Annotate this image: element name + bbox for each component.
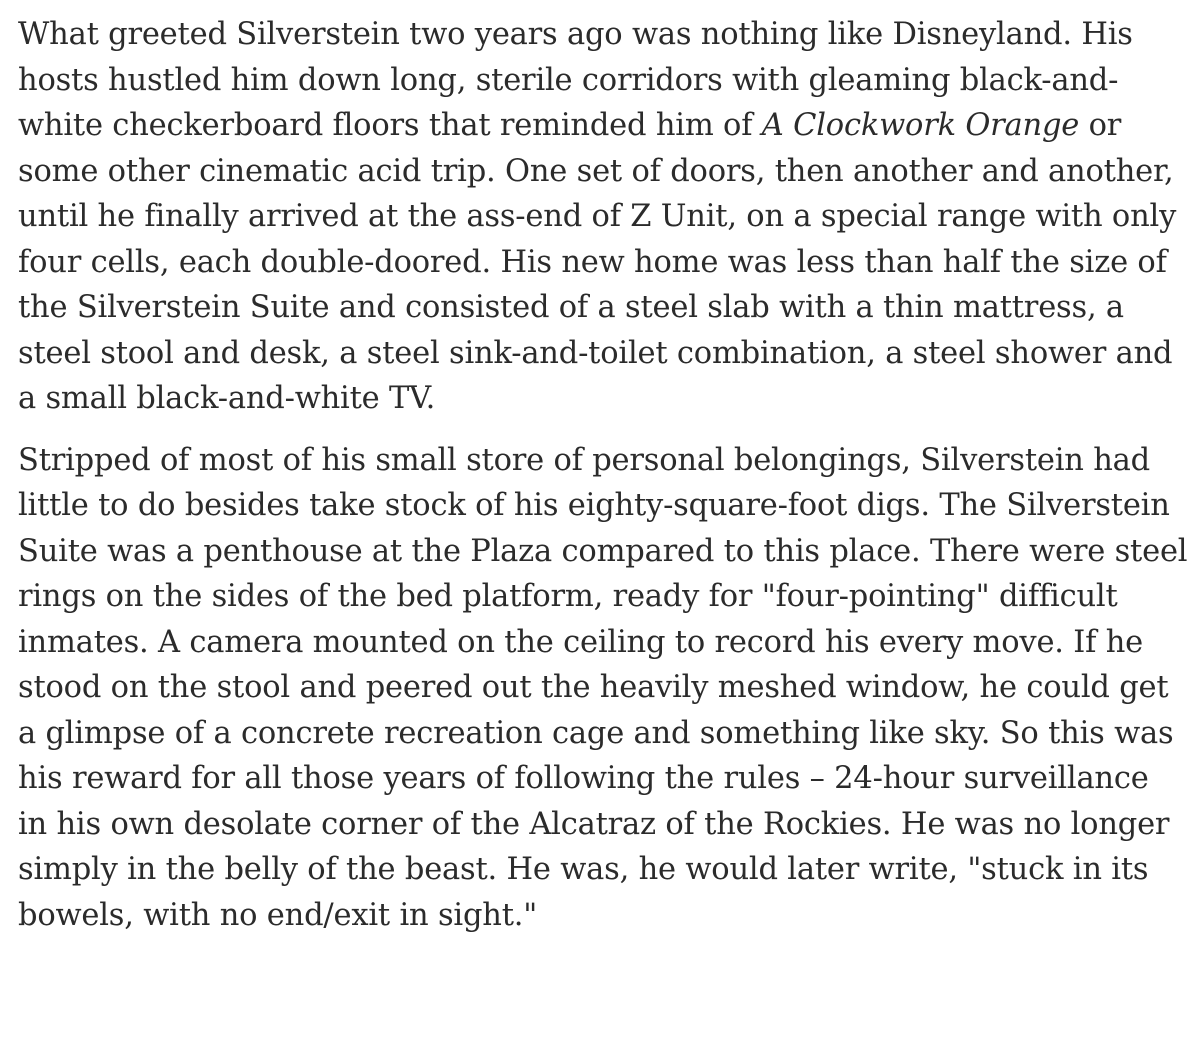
line-text: stood on the stool and peered out the heavily meshed window, he could get bbox=[18, 670, 1169, 705]
line-text: inmates. A camera mounted on the ceiling to record his every move. If he bbox=[18, 624, 1144, 660]
paragraph-line bbox=[18, 483, 1182, 529]
paragraph-line bbox=[18, 893, 1182, 939]
line-text: Stripped of most of his small store of personal belongings, Silverstein had bbox=[18, 442, 1150, 478]
line-text: a glimpse of a concrete recreation cage and something like sky. So this was bbox=[18, 715, 1174, 751]
paragraph-line bbox=[18, 285, 1182, 331]
line-text: bowels, with no end/exit in sight." bbox=[18, 897, 538, 933]
paragraph-line bbox=[18, 620, 1182, 666]
line-text: little to do besides take stock of his eighty-square-foot digs. The Silverstein bbox=[18, 488, 1170, 523]
line-text: or bbox=[1079, 108, 1122, 143]
paragraph-line bbox=[18, 58, 1182, 104]
paragraph-line bbox=[18, 802, 1182, 848]
paragraph-line bbox=[18, 847, 1182, 893]
line-text: steel stool and desk, a steel sink-and-toilet combination, a steel shower and bbox=[18, 335, 1173, 371]
paragraph-1 bbox=[18, 12, 1182, 422]
paragraph-line bbox=[18, 376, 1182, 422]
paragraph-line bbox=[18, 574, 1182, 620]
line-text: a small black-and-white TV. bbox=[18, 381, 436, 416]
paragraph-line bbox=[18, 711, 1182, 757]
line-text: hosts hustled him down long, sterile corridors with gleaming black-and- bbox=[18, 62, 1119, 98]
paragraph-line bbox=[18, 331, 1182, 377]
line-text: some other cinematic acid trip. One set of doors, then another and another, bbox=[18, 153, 1174, 189]
paragraph-line bbox=[18, 149, 1182, 195]
paragraph-line bbox=[18, 12, 1182, 58]
paragraph-line bbox=[18, 194, 1182, 240]
line-text: four cells, each double-doored. His new home was less than half the size of bbox=[18, 244, 1167, 280]
paragraph-2 bbox=[18, 438, 1188, 939]
paragraph-line bbox=[18, 529, 1188, 575]
line-text: What greeted Silverstein two years ago was nothing like Disneyland. His bbox=[18, 17, 1133, 52]
line-text: the Silverstein Suite and consisted of a steel slab with a thin mattress, a bbox=[18, 290, 1124, 325]
line-text: his reward for all those years of following the rules – 24-hour surveillance bbox=[18, 761, 1149, 796]
paragraph-line bbox=[18, 103, 1182, 149]
line-text: simply in the belly of the beast. He was, he would later write, "stuck in its bbox=[18, 852, 1149, 887]
paragraph-line bbox=[18, 438, 1182, 484]
italic-title: A Clockwork Orange bbox=[761, 108, 1080, 143]
paragraph-line bbox=[18, 756, 1182, 802]
line-text: rings on the sides of the bed platform, ready for "four-pointing" difficult bbox=[18, 579, 1118, 614]
paragraph-line bbox=[18, 240, 1182, 286]
line-text: white checkerboard floors that reminded him of bbox=[18, 108, 762, 143]
line-text: until he finally arrived at the ass-end of Z Unit, on a special range with only bbox=[18, 199, 1177, 234]
line-text: in his own desolate corner of the Alcatraz of the Rockies. He was no longer bbox=[18, 806, 1170, 842]
line-text: Suite was a penthouse at the Plaza compared to this place. There were steel bbox=[18, 533, 1188, 569]
paragraph-line bbox=[18, 665, 1182, 711]
